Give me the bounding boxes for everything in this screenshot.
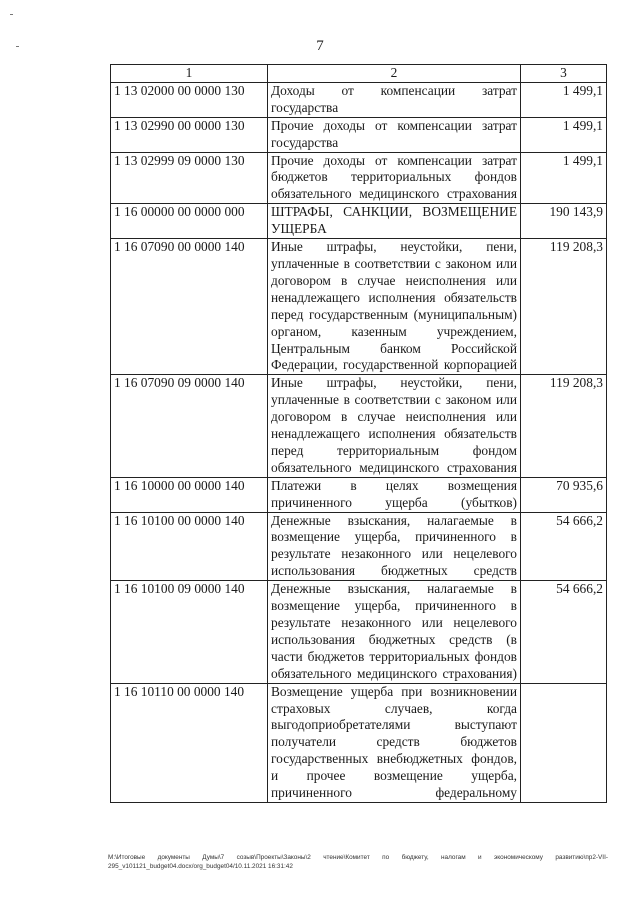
row-name: Платежи в целях возмещения причиненного ущерба (убытков) [268,477,521,512]
row-code: 1 16 07090 00 0000 140 [111,239,268,375]
column-header-amount: 3 [521,65,607,83]
scan-mark [16,46,19,47]
table-row [111,117,607,152]
row-amount: 54 666,2 [521,581,607,683]
table-row [111,375,607,477]
row-amount: 54 666,2 [521,512,607,581]
row-amount: 119 208,3 [521,239,607,375]
table-header-row [111,65,607,83]
row-amount [521,683,607,802]
row-amount: 1 499,1 [521,117,607,152]
page-number: 7 [316,38,324,54]
column-header-code: 1 [111,65,268,83]
row-amount: 119 208,3 [521,375,607,477]
row-name: Иные штрафы, неустойки, пени, уплаченные в соответствии с законом или договором в случае неисполнения или ненадлежащего исполнения обязательств перед территориальным фондом обязательного медицинского страхования [268,375,521,477]
row-name: ШТРАФЫ, САНКЦИИ, ВОЗМЕЩЕНИЕ УЩЕРБА [268,204,521,239]
row-code: 1 16 10110 00 0000 140 [111,683,268,802]
row-code: 1 13 02000 00 0000 130 [111,82,268,117]
row-name: Возмещение ущерба при возникновении страховых случаев, когда выгодоприобретателями выступают получатели средств бюджетов государственных внебюджетных фондов, и прочее возмещение ущерба, причиненного федеральному [268,683,521,802]
row-code: 1 13 02990 00 0000 130 [111,117,268,152]
row-name: Прочие доходы от компенсации затрат бюджетов территориальных фондов обязательного медицинского страхования [268,152,521,204]
table-row [111,683,607,802]
budget-revenue-table [110,64,607,803]
table-row [111,512,607,581]
file-path-footer: M:\Итоговые документы Думы\7 созыв\Проекты\Законы\2 чтение\Комитет по бюджету, налогам и экономическому развитию\пр2-VII-295_v101121_budget04.docx/org_budget04/10.11.2021 16:31:42 [108,854,608,870]
scan-mark [10,14,13,15]
row-amount: 190 143,9 [521,204,607,239]
row-amount: 1 499,1 [521,82,607,117]
row-name: Денежные взыскания, налагаемые в возмещение ущерба, причиненного в результате незаконного или нецелевого использования бюджетных средств [268,512,521,581]
row-code: 1 13 02999 09 0000 130 [111,152,268,204]
table-row [111,477,607,512]
row-code: 1 16 10000 00 0000 140 [111,477,268,512]
row-code: 1 16 10100 00 0000 140 [111,512,268,581]
row-amount: 1 499,1 [521,152,607,204]
column-header-name: 2 [268,65,521,83]
table-row [111,82,607,117]
row-name: Прочие доходы от компенсации затрат государства [268,117,521,152]
table-row [111,239,607,375]
row-code: 1 16 07090 09 0000 140 [111,375,268,477]
table-row [111,152,607,204]
row-amount: 70 935,6 [521,477,607,512]
table-row [111,581,607,683]
row-code: 1 16 00000 00 0000 000 [111,204,268,239]
row-name: Иные штрафы, неустойки, пени, уплаченные в соответствии с законом или договором в случае неисполнения или ненадлежащего исполнения обязательств перед государственным (муниципальным) органом, казенным учреждением, Центральным банком Российской Федерации, государственной корпорацией [268,239,521,375]
table-row [111,204,607,239]
row-name: Денежные взыскания, налагаемые в возмещение ущерба, причиненного в результате незаконного или нецелевого использования бюджетных средств (в части бюджетов территориальных фондов обязательного медицинского страхования) [268,581,521,683]
row-code: 1 16 10100 09 0000 140 [111,581,268,683]
row-name: Доходы от компенсации затрат государства [268,82,521,117]
